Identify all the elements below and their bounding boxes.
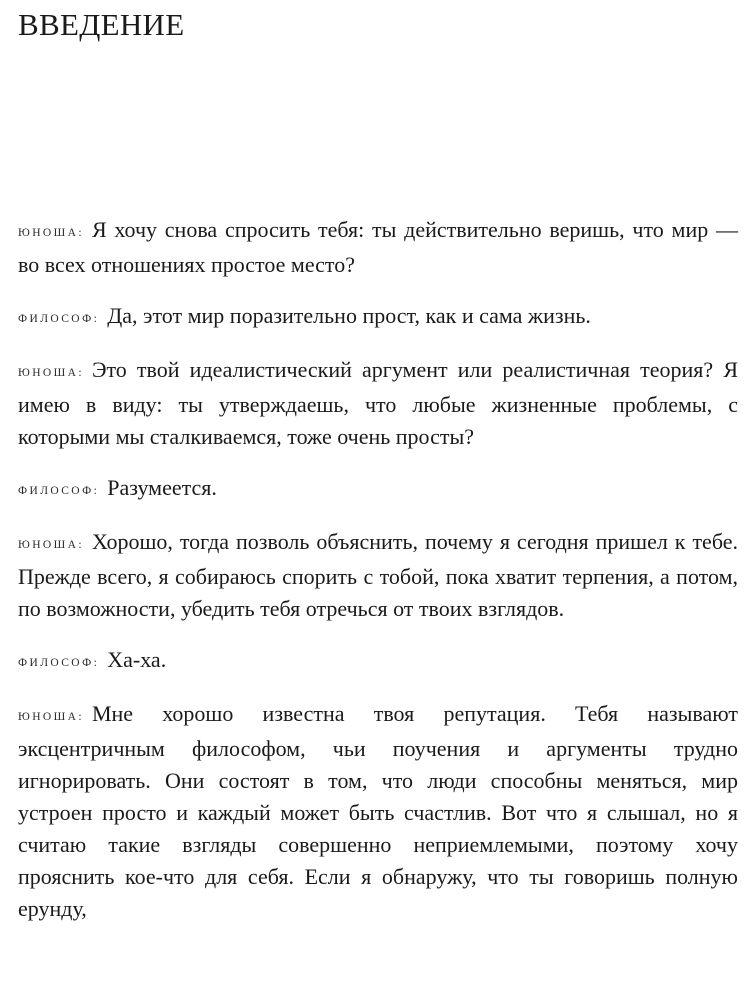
dialogue-turn [18, 698, 738, 925]
dialogue-body [18, 214, 738, 944]
dialogue-text: Да, этот мир поразительно прост, как и сама жизнь. [107, 303, 591, 328]
speaker-label: ФИЛОСОФ: [18, 485, 100, 497]
dialogue-turn [18, 214, 738, 281]
dialogue-turn [18, 354, 738, 453]
dialogue-text: Мне хорошо известна твоя репутация. Тебя называют эксцентричным философом, чьи поучения и аргументы трудно игнорировать. Они состоят в том, что люди способны меняться, мир устроен просто и каждый может быть счастлив. Вот что я слышал, но я считаю такие взгляды совершенно неприемлемыми, поэтому хочу прояснить кое-что для себя. Если я обнаружу, что ты говоришь полную ерунду, [18, 701, 738, 921]
speaker-label: ЮНОША: [18, 711, 84, 723]
dialogue-turn [18, 526, 738, 625]
speaker-label: ЮНОША: [18, 227, 84, 239]
speaker-label: ФИЛОСОФ: [18, 313, 100, 325]
speaker-label: ЮНОША: [18, 539, 84, 551]
dialogue-turn [18, 644, 738, 679]
dialogue-turn [18, 300, 738, 335]
dialogue-text: Разумеется. [107, 475, 217, 500]
dialogue-turn [18, 472, 738, 507]
dialogue-text: Хорошо, тогда позволь объяснить, почему я сегодня пришел к тебе. Прежде всего, я собираюсь спорить с тобой, пока хватит терпения, а потом, по возможности, убедить тебя отречься от твоих взглядов. [18, 529, 738, 621]
dialogue-text: Я хочу снова спросить тебя: ты действительно веришь, что мир — во всех отношениях простое место? [18, 217, 738, 277]
speaker-label: ФИЛОСОФ: [18, 657, 100, 669]
dialogue-text: Ха-ха. [107, 647, 167, 672]
dialogue-text: Это твой идеалистический аргумент или реалистичная теория? Я имею в виду: ты утверждаешь, что любые жизненные проблемы, с которыми мы сталкиваемся, тоже очень просты? [18, 357, 738, 449]
chapter-title: ВВЕДЕНИЕ [18, 7, 185, 42]
speaker-label: ЮНОША: [18, 367, 84, 379]
